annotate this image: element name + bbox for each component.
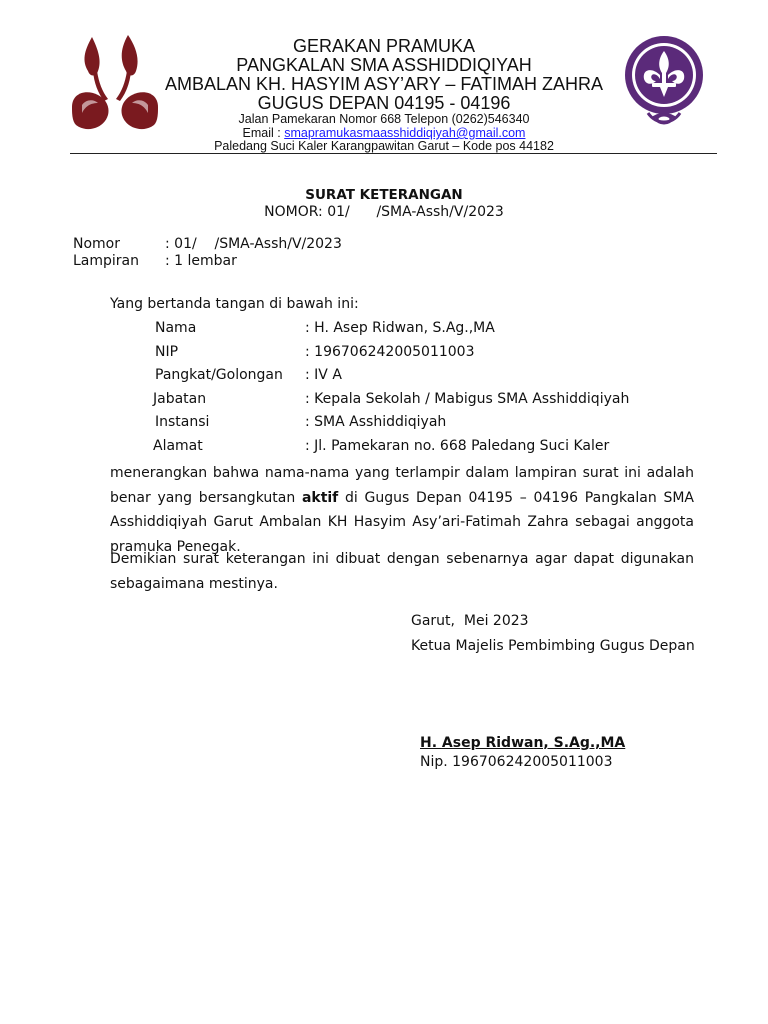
document-number: NOMOR: 01/ /SMA-Assh/V/2023: [264, 204, 504, 220]
body-statement-bold: aktif: [301, 489, 339, 506]
signatory-label-nip: NIP: [155, 344, 179, 360]
wosm-scout-emblem-icon: [620, 33, 708, 131]
letterhead-ambalan: AMBALAN KH. HASYIM ASY’ARY – FATIMAH ZAHRA: [164, 74, 604, 94]
intro-text: Yang bertanda tangan di bawah ini:: [110, 296, 359, 312]
letterhead-email-label: Email :: [242, 126, 285, 140]
meta-label-nomor: Nomor: [73, 236, 120, 252]
letterhead-location: Paledang Suci Kaler Karangpawitan Garut – Kode pos 44182: [214, 139, 554, 153]
body-paragraph-closing: Demikian surat keterangan ini dibuat dengan sebenarnya agar dapat digunakan sebagaimana mestinya.: [110, 551, 694, 592]
letterhead-base: PANGKALAN SMA ASSHIDDIQIYAH: [236, 55, 532, 75]
signatory-value-jabatan: : Kepala Sekolah / Mabigus SMA Asshiddiqiyah: [305, 391, 630, 407]
signatory-label-jabatan: Jabatan: [153, 391, 207, 407]
letterhead-organization: GERAKAN PRAMUKA: [292, 36, 476, 56]
meta-value-lampiran: : 1 lembar: [165, 253, 237, 269]
letterhead-email-link[interactable]: smapramukasmaasshiddiqiyah@gmail.com: [284, 126, 526, 140]
signatory-value-nama: : H. Asep Ridwan, S.Ag.,MA: [305, 320, 495, 336]
letterhead-address: Jalan Pamekaran Nomor 668 Telepon (0262)546340: [238, 112, 530, 126]
signatory-name: H. Asep Ridwan, S.Ag.,MA: [420, 735, 626, 751]
signatory-label-pangkat: Pangkat/Golongan: [155, 367, 283, 383]
body-paragraph-statement: [110, 461, 694, 559]
body-statement-after: di Gugus Depan 04195 – 04196 Pangkalan SMA Asshiddiqiyah Garut Ambalan KH Hasyim Asy’ari-Fatimah Zahra sebagai anggota pramuka Penegak.: [110, 489, 695, 555]
meta-label-lampiran: Lampiran: [73, 253, 140, 269]
signatory-role: Ketua Majelis Pembimbing Gugus Depan: [411, 638, 695, 654]
meta-value-nomor: : 01/ /SMA-Assh/V/2023: [165, 236, 342, 252]
signatory-value-alamat: : Jl. Pamekaran no. 668 Paledang Suci Kaler: [305, 438, 610, 454]
signatory-label-alamat: Alamat: [153, 438, 203, 454]
letterhead-gugus-depan: GUGUS DEPAN 04195 - 04196: [257, 93, 511, 113]
signatory-label-nama: Nama: [155, 320, 197, 336]
signatory-value-instansi: : SMA Asshiddiqiyah: [305, 414, 447, 430]
letterhead-divider: [70, 153, 717, 154]
body-statement-before: menerangkan bahwa nama-nama yang terlampir dalam lampiran surat ini adalah benar yang bersangkutan: [110, 465, 694, 506]
signatory-value-nip: : 196706242005011003: [305, 344, 475, 360]
place-date: Garut, Mei 2023: [411, 613, 529, 629]
document-title: SURAT KETERANGAN: [305, 187, 463, 203]
signatory-nip: Nip. 196706242005011003: [420, 754, 613, 770]
signatory-label-instansi: Instansi: [155, 414, 210, 430]
signatory-value-pangkat: : IV A: [305, 367, 342, 383]
